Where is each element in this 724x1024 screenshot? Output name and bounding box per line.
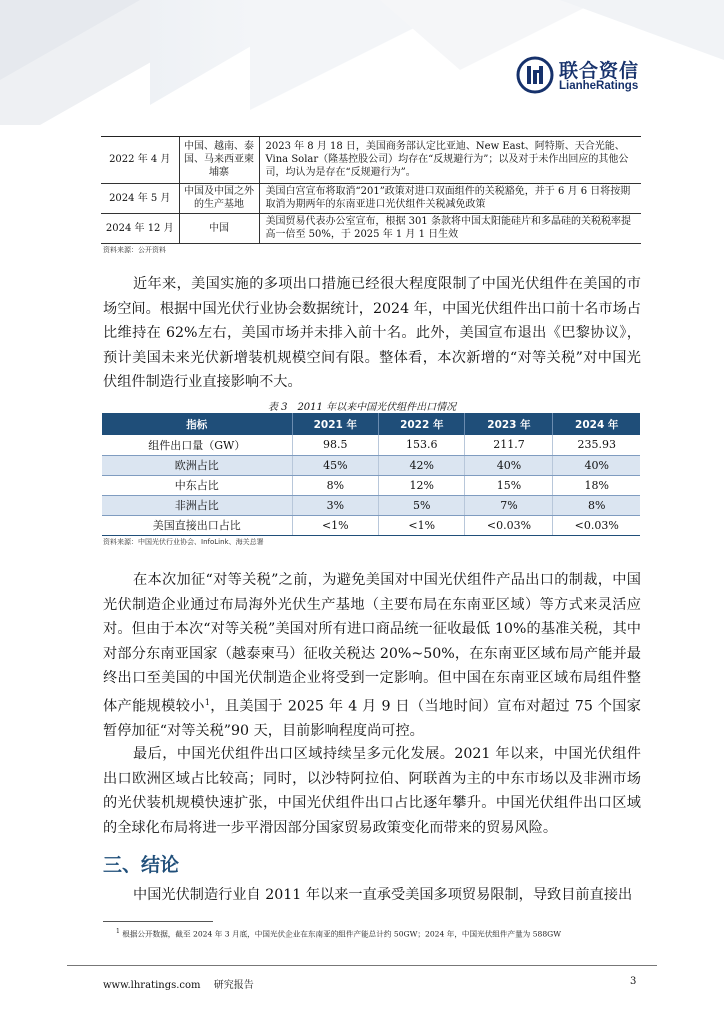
table-row: [101, 183, 641, 213]
table-cell: 组件出口量（GW）: [102, 435, 292, 455]
cell-region: 中国、越南、泰国、马来西亚柬埔寨: [179, 137, 259, 183]
footer-rule: [67, 965, 657, 966]
column-header: 2023 年: [465, 413, 553, 435]
paragraph-1: 近年来，美国实施的多项出口措施已经很大程度限制了中国光伏组件在美国的市场空间。根据中国光伏行业协会数据统计，2024 年，中国光伏组件出口前十名市场占比维持在 62%左右，美国市场并未排入前十名。此外，美国宣布退出《巴黎协议》，预计美国未来光伏新增装机规模空间有限。整体看，本次新增的“对等关税”对中国光伏组件制造行业直接影响不大。: [103, 276, 641, 391]
table-cell: 18%: [553, 475, 640, 495]
table-row: [102, 435, 640, 455]
cell-date: 2024 年 5 月: [101, 183, 179, 213]
table-cell: 美国直接出口占比: [102, 515, 292, 535]
table-cell: 3%: [292, 495, 378, 515]
export-table: [102, 413, 640, 536]
footer-website: www.lhratings.com: [103, 980, 201, 991]
table-cell: <0.03%: [553, 515, 640, 535]
paragraph-2-text-a: 在本次加征“对等关税”之前，为避免美国对中国光伏组件产品出口的制裁，中国光伏制造企业通过布局海外光伏生产基地（主要布局在东南亚区域）等方式来灵活应对。但由于本次“对等关税”美国对所有进口商品统一征收最低 10%的基准关税，其中对部分东南亚国家（越泰柬马）征收关税达 20%~50%，在东南亚区域布局产能并最终出口至美国的中国光伏制造企业将受到一定影响。但中国在东南亚区域布局组件整体产能规模较小: [103, 572, 641, 715]
table-cell: <0.03%: [465, 515, 553, 535]
table-cell: 8%: [292, 475, 378, 495]
lianhe-logo-icon: [516, 56, 554, 94]
table-cell: 15%: [465, 475, 553, 495]
table-caption: 表 3 2011 年以来中国光伏组件出口情况: [267, 402, 457, 413]
table-cell: 235.93: [553, 435, 640, 455]
table-cell: 211.7: [465, 435, 553, 455]
table-cell: 7%: [465, 495, 553, 515]
export-table-source: 资料来源：中国光伏行业协会、InfoLink、海关总署: [103, 538, 264, 546]
table-cell: 40%: [465, 455, 553, 475]
cell-date: 2022 年 4 月: [101, 137, 179, 183]
footer-label: 研究报告: [213, 980, 254, 991]
cell-region: 中国: [179, 213, 259, 243]
footer-left: [103, 976, 264, 991]
company-logo: [516, 56, 646, 96]
logo-name-cn: 联合资信: [559, 60, 640, 82]
table-row: [102, 515, 640, 535]
footnote-rule: [103, 921, 213, 922]
table-row: [102, 495, 640, 515]
table-cell: 中东占比: [102, 475, 292, 495]
table-header-row: [102, 413, 640, 435]
paragraph-2-text-b: ，且美国于 2025 年 4 月 9 日（当地时间）宣布对超过 75 个国家暂停加征“对等关税”90 天，目前影响程度尚可控。: [103, 698, 641, 740]
cell-desc: 美国贸易代表办公室宣布，根据 301 条款将中国太阳能硅片和多晶硅的关税税率提高一倍至 50%，于 2025 年 1 月 1 日生效: [259, 213, 641, 243]
table-cell: 欧洲占比: [102, 455, 292, 475]
table-cell: 8%: [553, 495, 640, 515]
cell-region: 中国及中国之外的生产基地: [179, 183, 259, 213]
footnote-ref: 1: [204, 697, 210, 707]
column-header: 2022 年: [379, 413, 465, 435]
table-cell: 40%: [553, 455, 640, 475]
paragraph-2: [103, 568, 641, 744]
page-number: 3: [630, 976, 637, 987]
footnote-number: 1: [116, 928, 120, 935]
cell-desc: 2023 年 8 月 18 日，美国商务部认定比亚迪、New East、阿特斯、天合光能、Vina Solar（隆基控股公司）均存在“反规避行为”；以及对于未作出回应的其他公司，均认为是存在“反规避行为”。: [259, 137, 641, 183]
table-row: [102, 455, 640, 475]
policy-table-source: 资料来源：公开资料: [103, 246, 166, 254]
footnote-text: 根据公开数据，截至 2024 年 3 月底，中国光伏企业在东南亚的组件产能总计约 50GW；2024 年，中国光伏组件产量为 588GW: [122, 929, 562, 939]
table-row: [102, 475, 640, 495]
cell-date: 2024 年 12 月: [101, 213, 179, 243]
table-cell: <1%: [292, 515, 378, 535]
table-cell: 非洲占比: [102, 495, 292, 515]
cell-desc: 美国白宫宣布将取消“201”政策对进口双面组件的关税豁免，并于 6 月 6 日将按期取消为期两年的东南亚进口光伏组件关税减免政策: [259, 183, 641, 213]
column-header: 2021 年: [292, 413, 378, 435]
table-cell: 42%: [379, 455, 465, 475]
table-row: [101, 213, 641, 243]
logo-name-en: LianheRatings: [559, 80, 639, 92]
policy-table: [101, 137, 641, 244]
paragraph-4: 中国光伏制造行业自 2011 年以来一直承受美国多项贸易限制，导致目前直接出: [133, 887, 633, 903]
table-cell: 153.6: [379, 435, 465, 455]
column-header: 指标: [102, 413, 292, 435]
table-cell: 5%: [379, 495, 465, 515]
table-cell: 98.5: [292, 435, 378, 455]
table-row: [101, 137, 641, 183]
table-cell: 12%: [379, 475, 465, 495]
column-header: 2024 年: [553, 413, 640, 435]
footnote: [116, 928, 561, 940]
table-cell: <1%: [379, 515, 465, 535]
paragraph-3: 最后，中国光伏组件出口区域持续呈多元化发展。2021 年以来，中国光伏组件出口欧洲区域占比较高；同时，以沙特阿拉伯、阿联酋为主的中东市场以及非洲市场的光伏装机规模快速扩张，中国光伏组件出口占比逐年攀升。中国光伏组件出口区域的全球化布局将进一步平滑因部分国家贸易政策变化而带来的贸易风险。: [103, 746, 641, 836]
section-title: 三、结论: [103, 854, 180, 876]
table-cell: 45%: [292, 455, 378, 475]
